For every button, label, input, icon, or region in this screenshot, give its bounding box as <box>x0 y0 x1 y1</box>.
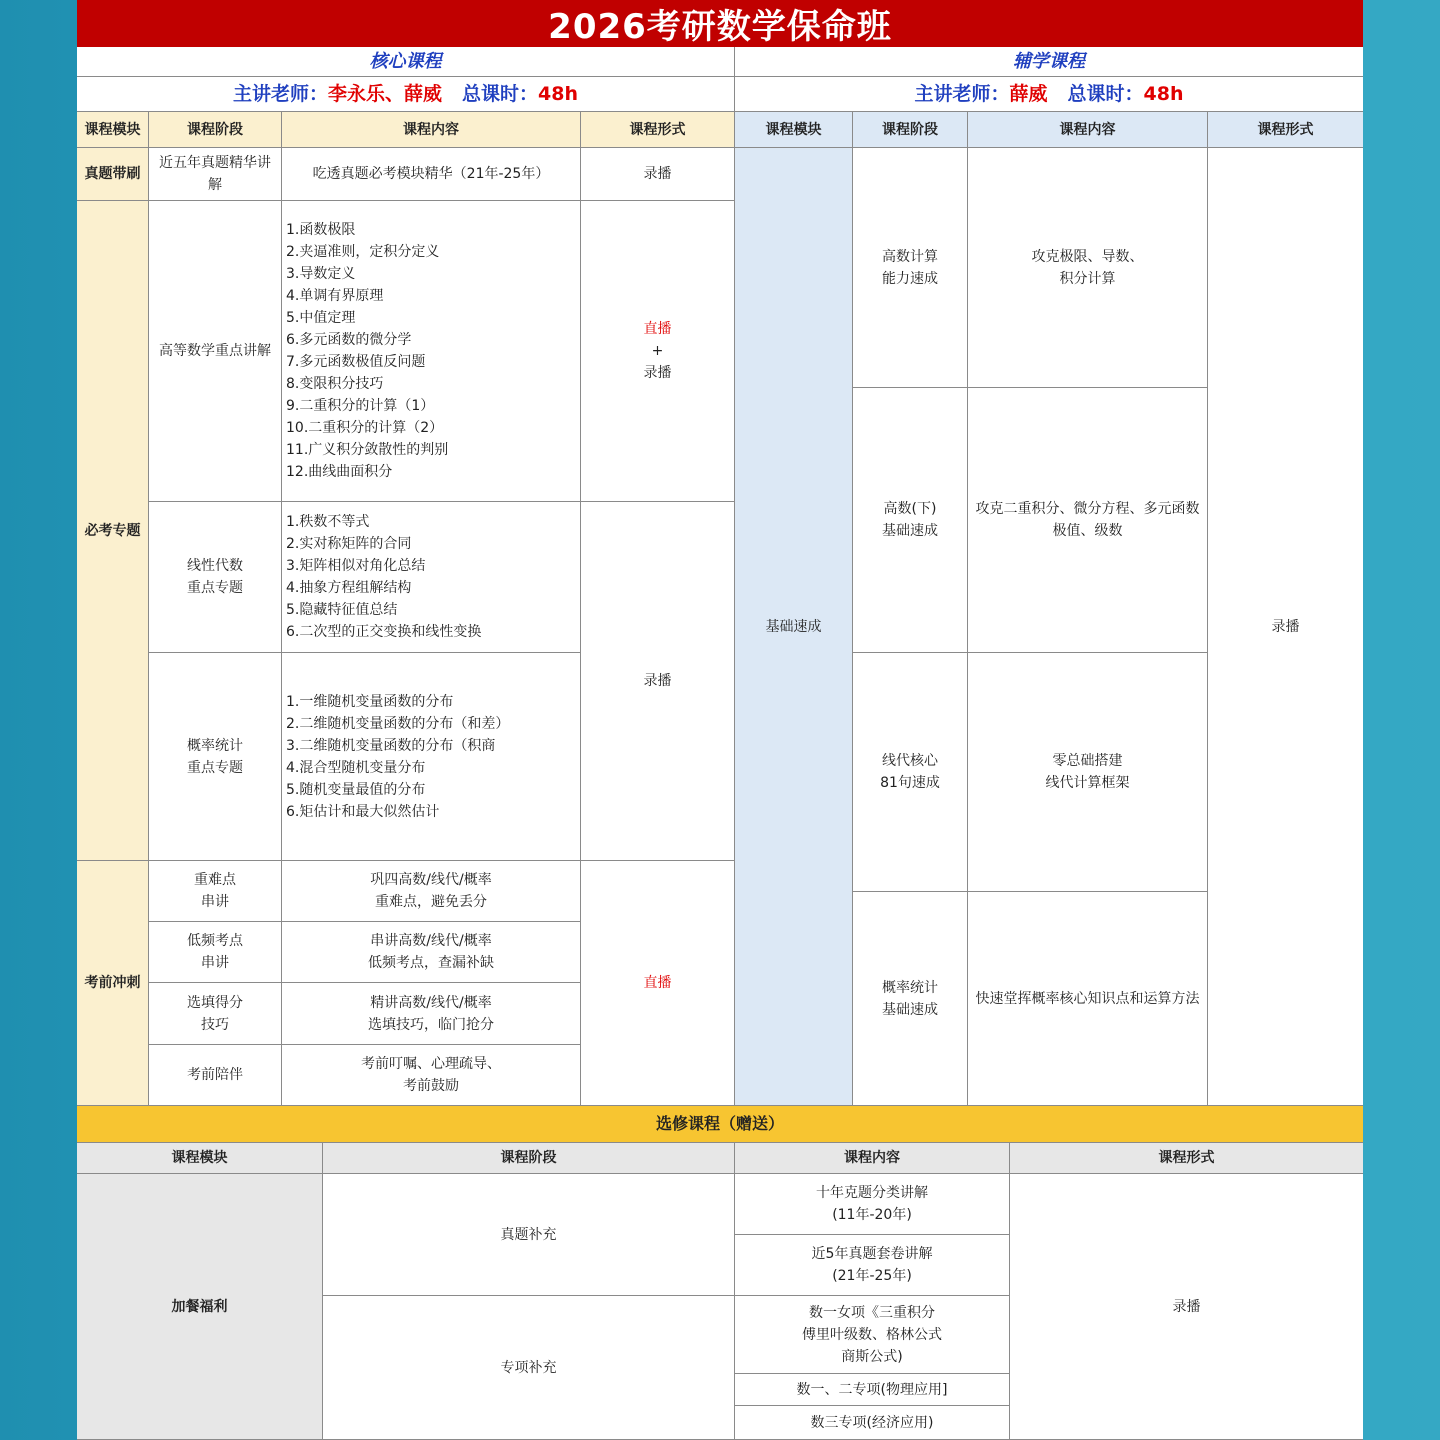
stage-cell: 线性代数 重点专题 <box>149 502 282 653</box>
module-zhenti: 真题带刷 <box>77 148 149 201</box>
content-cell: 数三专项(经济应用) <box>735 1406 1010 1440</box>
stage-cell: 近五年真题精华讲解 <box>149 148 282 201</box>
header-format: 课程形式 <box>1010 1143 1363 1174</box>
format-cell: 录播 <box>1010 1174 1363 1440</box>
course-sheet <box>77 0 1363 1440</box>
header-content: 课程内容 <box>735 1143 1010 1174</box>
format-cell: 录播 <box>581 148 735 201</box>
format-recorded: + 录播 <box>643 343 672 381</box>
content-cell: 攻克二重积分、微分方程、多元函数极值、级数 <box>968 388 1208 653</box>
content-cell: 数一、二专项(物理应用] <box>735 1374 1010 1406</box>
format-cell: 录播 <box>1208 148 1363 1106</box>
elective-banner: 选修课程（赠送） <box>77 1106 1363 1143</box>
content-cell: 1.秩数不等式 2.实对称矩阵的合同 3.矩阵相似对角化总结 4.抽象方程组解结构 5.隐藏特征值总结 6.二次型的正交变换和线性变换 <box>282 502 581 653</box>
content-cell: 零总础搭建 线代计算框架 <box>968 653 1208 892</box>
header-content: 课程内容 <box>282 112 581 148</box>
stage-cell: 考前陪伴 <box>149 1045 282 1106</box>
content-cell: 巩四高数/线代/概率 重难点，避免丢分 <box>282 861 581 922</box>
module-bikao: 必考专题 <box>77 201 149 861</box>
header-stage: 课程阶段 <box>149 112 282 148</box>
content-cell: 十年克题分类讲解 (11年-20年) <box>735 1174 1010 1235</box>
content-cell: 1.函数极限 2.夹逼准则，定积分定义 3.导数定义 4.单调有界原理 5.中值定理 6.多元函数的微分学 7.多元函数极值反问题 8.变限积分技巧 9.二重积分的计算（1） 10.二重积分的计算（2） 11.广义积分敛散性的判别 12.曲线曲面积分 <box>282 201 581 502</box>
stage-cell: 概率统计 重点专题 <box>149 653 282 861</box>
stage-cell: 高数(下) 基础速成 <box>853 388 968 653</box>
aux-section-label: 辅学课程 <box>735 47 1363 77</box>
aux-teacher-line <box>735 77 1363 112</box>
stage-cell: 低频考点 串讲 <box>149 922 282 983</box>
hours-value: 48h <box>1143 83 1184 105</box>
hours-prefix: 总课时： <box>462 83 539 105</box>
content-cell: 串讲高数/线代/概率 低频考点，查漏补缺 <box>282 922 581 983</box>
header-module: 课程模块 <box>77 112 149 148</box>
header-module: 课程模块 <box>735 112 853 148</box>
content-cell: 考前叮嘱、心理疏导、 考前鼓励 <box>282 1045 581 1106</box>
teacher-prefix: 主讲老师： <box>232 83 328 105</box>
header-module: 课程模块 <box>77 1143 323 1174</box>
stage-cell: 选填得分 技巧 <box>149 983 282 1045</box>
stage-cell: 线代核心 81句速成 <box>853 653 968 892</box>
teacher-names: 李永乐、薛威 <box>328 83 443 105</box>
stage-cell: 高等数学重点讲解 <box>149 201 282 502</box>
module-jichu: 基础速成 <box>735 148 853 1106</box>
header-format: 课程形式 <box>581 112 735 148</box>
header-stage: 课程阶段 <box>853 112 968 148</box>
module-kaoqian: 考前冲刺 <box>77 861 149 1106</box>
header-content: 课程内容 <box>968 112 1208 148</box>
format-live: 直播 <box>643 321 672 337</box>
format-cell <box>581 201 735 502</box>
module-jiacan: 加餐福利 <box>77 1174 323 1440</box>
stage-cell: 真题补充 <box>323 1174 735 1296</box>
hours-prefix: 总课时： <box>1067 83 1144 105</box>
content-cell: 吃透真题必考模块精华（21年-25年） <box>282 148 581 201</box>
content-cell: 精讲高数/线代/概率 选填技巧，临门抢分 <box>282 983 581 1045</box>
content-cell: 攻克极限、导数、 积分计算 <box>968 148 1208 388</box>
stage-cell: 概率统计 基础速成 <box>853 892 968 1106</box>
content-cell: 数一女项《三重积分 傅里叶级数、格林公式 商斯公式) <box>735 1296 1010 1374</box>
format-cell: 直播 <box>581 861 735 1106</box>
teacher-names: 薛威 <box>1009 83 1048 105</box>
content-cell: 快速堂挥概率核心知识点和运算方法 <box>968 892 1208 1106</box>
page-title: 2026考研数学保命班 <box>77 0 1363 47</box>
content-cell: 1.一维随机变量函数的分布 2.二维随机变量函数的分布（和差） 3.二维随机变量函数的分布（积商 4.混合型随机变量分布 5.随机变量最值的分布 6.矩估计和最大似然估计 <box>282 653 581 861</box>
format-cell: 录播 <box>581 502 735 861</box>
core-teacher-line <box>77 77 735 112</box>
content-cell: 近5年真题套卷讲解 (21年-25年) <box>735 1235 1010 1296</box>
stage-cell: 专项补充 <box>323 1296 735 1440</box>
header-format: 课程形式 <box>1208 112 1363 148</box>
stage-cell: 高数计算 能力速成 <box>853 148 968 388</box>
hours-value: 48h <box>538 83 578 105</box>
stage-cell: 重难点 串讲 <box>149 861 282 922</box>
core-section-label: 核心课程 <box>77 47 735 77</box>
header-stage: 课程阶段 <box>323 1143 735 1174</box>
teacher-prefix: 主讲老师： <box>914 83 1010 105</box>
